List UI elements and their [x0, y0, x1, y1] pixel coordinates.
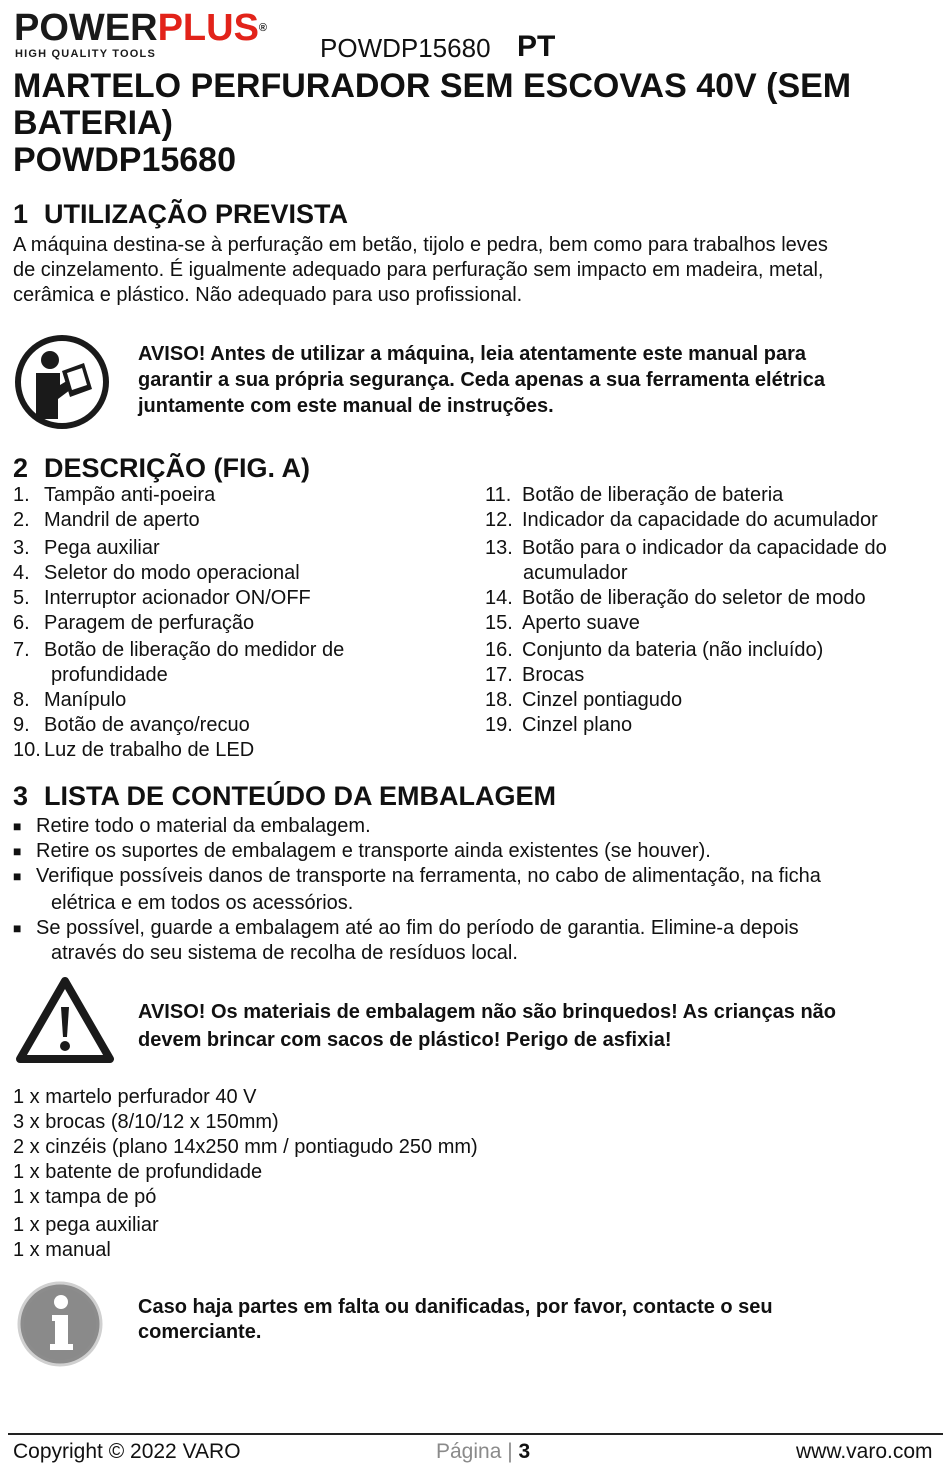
info-line: comerciante.: [138, 1321, 262, 1343]
warning-packaging: [138, 998, 836, 1054]
part-label: Manípulo: [44, 689, 127, 711]
brand-logo: [14, 8, 304, 58]
part-label: Botão de liberação do seletor de modo: [522, 587, 866, 609]
part-label: Aperto suave: [522, 612, 640, 634]
part-label: Seletor do modo operacional: [44, 562, 300, 584]
part-number: 15.: [485, 612, 513, 634]
part-label: Tampão anti-poeira: [44, 484, 216, 506]
part-number: 18.: [485, 689, 513, 711]
part-item: [13, 688, 126, 713]
warning-line: devem brincar com sacos de plástico! Perigo de asfixia!: [138, 1029, 672, 1051]
part-number: 6.: [13, 612, 30, 634]
part-item: [13, 611, 254, 636]
part-number: 19.: [485, 714, 513, 736]
page-label: Página: [436, 1440, 502, 1463]
contents-item: 1 x pega auxiliar: [13, 1214, 159, 1236]
bullet-item: Retire todo o material da embalagem.: [36, 815, 371, 837]
info-line: Caso haja partes em falta ou danificadas, por favor, contacte o seu: [138, 1296, 773, 1318]
part-number: 14.: [485, 587, 513, 609]
warning-triangle-icon: [14, 975, 116, 1065]
section-heading-description: [13, 453, 310, 484]
part-label: Botão para o indicador da capacidade do: [522, 537, 887, 559]
warning-line: juntamente com este manual de instruções.: [138, 395, 554, 417]
part-label: Pega auxiliar: [44, 537, 160, 559]
contents-item: 2 x cinzéis (plano 14x250 mm / pontiagudo 250 mm): [13, 1136, 478, 1158]
bullet-item: Retire os suportes de embalagem e transporte ainda existentes (se houver).: [36, 840, 711, 862]
part-number: 5.: [13, 587, 30, 609]
part-number: 1.: [13, 484, 30, 506]
paragraph-line: A máquina destina-se à perfuração em betão, tijolo e pedra, bem como para trabalhos leves: [13, 234, 828, 256]
part-number: 7.: [13, 639, 30, 661]
brand-part2: PLUS: [157, 7, 259, 49]
part-item: [13, 561, 300, 586]
contents-item: 3 x brocas (8/10/12 x 150mm): [13, 1111, 279, 1133]
brand-part1: POWER: [14, 7, 158, 49]
part-label: Botão de liberação do medidor de: [44, 639, 345, 661]
part-label: Interruptor acionador ON/OFF: [44, 587, 311, 609]
part-number: 11.: [485, 484, 512, 506]
part-item-continuation: [523, 561, 628, 586]
footer-website: www.varo.com: [796, 1440, 933, 1463]
part-label: profundidade: [51, 664, 168, 686]
part-item: [485, 688, 682, 713]
bullet-item-continuation: através do seu sistema de recolha de resíduos local.: [51, 942, 518, 964]
intended-use-paragraph: [13, 233, 828, 308]
part-label: Mandril de aperto: [44, 509, 200, 531]
part-label: Botão de avanço/recuo: [44, 714, 250, 736]
info-missing-parts: [138, 1295, 773, 1345]
part-item-continuation: [51, 663, 168, 688]
section-number: 3: [13, 781, 29, 811]
brand-tagline: HIGH QUALITY TOOLS: [15, 48, 156, 60]
part-number: 10.: [13, 739, 41, 761]
package-contents-list: [13, 1085, 478, 1263]
part-item: [13, 713, 250, 738]
part-item: [485, 638, 823, 663]
part-label: Luz de trabalho de LED: [44, 739, 255, 761]
warning-line: AVISO! Antes de utilizar a máquina, leia atentamente este manual para: [138, 343, 806, 365]
page-separator: |: [507, 1440, 513, 1463]
part-item: [485, 713, 632, 738]
part-number: 13.: [485, 537, 513, 559]
warning-read-manual: [138, 341, 825, 419]
part-item: [13, 586, 311, 611]
part-label: Paragem de perfuração: [44, 612, 255, 634]
part-item: [485, 611, 640, 636]
part-item: [13, 638, 344, 663]
title-line: MARTELO PERFURADOR SEM ESCOVAS 40V (SEM: [13, 67, 852, 105]
bullet-item: Se possível, guarde a embalagem até ao fim do período de garantia. Elimine-a depois: [36, 917, 799, 939]
section-title: UTILIZAÇÃO PREVISTA: [44, 199, 349, 229]
info-icon: [16, 1280, 104, 1368]
part-number: 4.: [13, 562, 30, 584]
section-title: DESCRIÇÃO (FIG. A): [44, 453, 310, 483]
part-item: [485, 663, 584, 688]
paragraph-line: cerâmica e plástico. Não adequado para uso profissional.: [13, 284, 523, 306]
page-number: 3: [518, 1440, 531, 1463]
bullet-icon: ■: [13, 920, 22, 936]
read-manual-icon: [12, 327, 112, 437]
part-item: [13, 738, 254, 763]
section-number: 1: [13, 199, 29, 229]
part-item: [13, 536, 160, 561]
part-label: Conjunto da bateria (não incluído): [522, 639, 824, 661]
title-line: BATERIA): [13, 104, 173, 142]
part-label: Botão de liberação de bateria: [522, 484, 784, 506]
section-heading-package-contents: [13, 781, 556, 812]
part-number: 9.: [13, 714, 30, 736]
section-heading-intended-use: [13, 199, 348, 230]
footer-divider: [8, 1433, 943, 1435]
brand-wordmark: [14, 8, 267, 48]
document-title: [13, 68, 913, 179]
header-model-code: POWDP15680: [320, 33, 491, 63]
contents-item: 1 x batente de profundidade: [13, 1161, 263, 1183]
part-number: 8.: [13, 689, 30, 711]
bullet-icon: ■: [13, 868, 22, 884]
part-item: [13, 508, 200, 533]
title-line: POWDP15680: [13, 141, 236, 179]
bullet-icon: ■: [13, 843, 22, 859]
part-number: 12.: [485, 509, 513, 531]
part-number: 3.: [13, 537, 30, 559]
contents-item: 1 x tampa de pó: [13, 1186, 157, 1208]
part-label: Brocas: [522, 664, 585, 686]
bullet-icon: ■: [13, 818, 22, 834]
part-item: [485, 536, 887, 561]
part-number: 17.: [485, 664, 513, 686]
footer-copyright: Copyright © 2022 VARO: [13, 1440, 241, 1463]
part-number: 16.: [485, 639, 513, 661]
part-label: Cinzel plano: [522, 714, 633, 736]
contents-item: 1 x martelo perfurador 40 V: [13, 1086, 257, 1108]
section-title: LISTA DE CONTEÚDO DA EMBALAGEM: [44, 781, 556, 811]
part-label: Indicador da capacidade do acumulador: [522, 509, 878, 531]
part-item: [485, 483, 783, 508]
header-language: PT: [517, 30, 556, 63]
part-number: 2.: [13, 509, 30, 531]
part-item: [485, 508, 878, 533]
bullet-item: Verifique possíveis danos de transporte na ferramenta, no cabo de alimentação, na ficha: [36, 865, 821, 887]
warning-line: AVISO! Os materiais de embalagem não são brinquedos! As crianças não: [138, 1001, 836, 1023]
part-item: [13, 483, 215, 508]
contents-item: 1 x manual: [13, 1239, 111, 1261]
footer-page: [436, 1440, 530, 1464]
bullet-item-continuation: elétrica e em todos os acessórios.: [51, 892, 354, 914]
registered-mark: ®: [258, 22, 268, 34]
section-number: 2: [13, 453, 29, 483]
part-label: acumulador: [523, 562, 628, 584]
part-label: Cinzel pontiagudo: [522, 689, 683, 711]
paragraph-line: de cinzelamento. É igualmente adequado para perfuração sem impacto em madeira, metal,: [13, 259, 824, 281]
warning-line: garantir a sua própria segurança. Ceda apenas a sua ferramenta elétrica: [138, 369, 825, 391]
part-item: [485, 586, 866, 611]
